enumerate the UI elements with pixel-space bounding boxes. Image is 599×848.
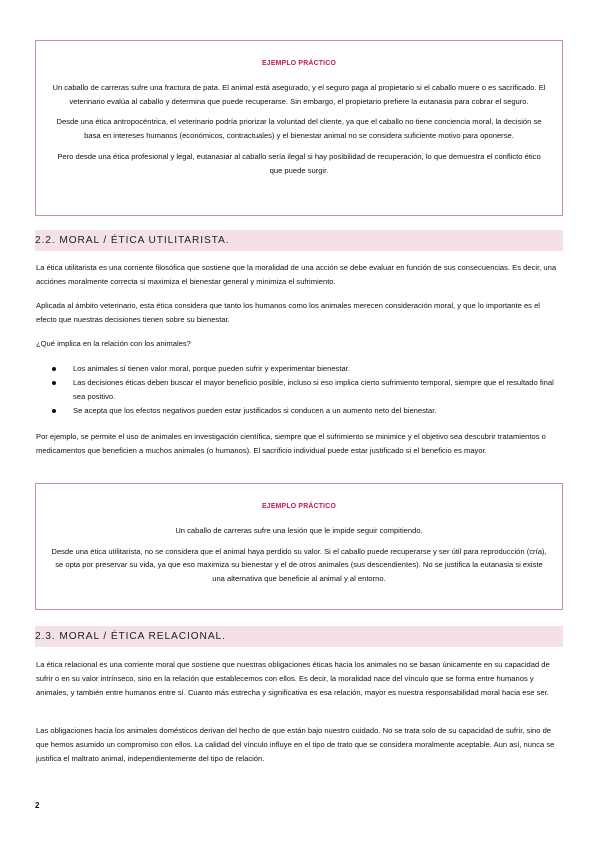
example-paragraph: Un caballo de carreras sufre una lesión que le impide seguir compitiendo.: [175, 525, 423, 535]
page-number: 2: [35, 801, 40, 810]
example-paragraph: Un caballo de carreras sufre una fractura de pata. El animal está asegurado, y el seguro paga al propietario si el caballo muere o es sacrificado. El veterinario evalúa al caballo y determina que puede recuperarse. Sin embargo, el propietario prefiere la eutanasia para cobrar el seguro.: [52, 82, 546, 106]
bullet-icon: [52, 367, 56, 371]
list-item: Las decisiones éticas deben buscar el mayor beneficio posible, incluso si eso implica cierto sufrimiento temporal, siempre que el resultado final sea positivo.: [36, 376, 562, 404]
example-box-1: [35, 40, 563, 216]
body-paragraph: Aplicada al ámbito veterinario, esta ética considera que tanto los humanos como los animales merecen consideración moral, y que lo importante es el efecto que nuestras decisiones tienen sobre su bienestar.: [36, 301, 540, 324]
example-paragraph: Desde una ética utilitarista, no se considera que el animal haya perdido su valor. Si el caballo puede recuperarse y ser útil para reproducción (cría), se opta por preservar su vida, ya que eso maximiza su bienestar y el de otros animales (sus descendientes). No se justifica la eutanasia si existe una alternativa que beneficie al animal y al entorno.: [51, 546, 547, 584]
bullet-icon: [52, 409, 56, 413]
example-paragraph: Pero desde una ética profesional y legal, eutanasiar al caballo sería ilegal si hay posibilidad de recuperación, lo que demuestra el conflicto ético que puede surgir.: [57, 151, 541, 175]
bullet-icon: [52, 381, 56, 385]
bullet-list: [36, 362, 562, 418]
body-paragraph: Por ejemplo, se permite el uso de animales en investigación científica, siempre que el sufrimiento se minimice y el objetivo sea descubrir tratamientos o medicamentos que beneficien a muchos animales (o humanos). El sacrificio individual puede estar justificado si el beneficio es mayor.: [36, 432, 546, 455]
example-paragraph: Desde una ética antropocéntrica, el veterinario podría priorizar la voluntad del cliente, ya que el caballo no tiene conciencia moral, la decisión se basa en intereses humanos (económicos, contractuales) y el bienestar animal no se considera suficiente motivo para oponerse.: [56, 117, 542, 141]
example-box-title: EJEMPLO PRÁCTICO: [261, 503, 337, 510]
question-text: ¿Qué implica en la relación con los animales?: [36, 339, 191, 348]
body-paragraph: La ética utilitarista es una corriente filosófica que sostiene que la moralidad de una acción se debe evaluar en función de sus consecuencias. Es decir, una acciónes moralmente correcta si maximiza el bienestar general y minimiza el sufrimiento.: [36, 263, 557, 286]
example-box-title: EJEMPLO PRÁCTICO: [261, 60, 337, 67]
example-box-2: [35, 483, 563, 610]
list-item: Se acepta que los efectos negativos pueden estar justificados si conducen a un aumento neto del bienestar.: [36, 404, 562, 418]
section-heading: 2.2. MORAL / ÉTICA UTILITARISTA.: [35, 230, 563, 251]
list-item: Los animales sí tienen valor moral, porque pueden sufrir y experimentar bienestar.: [36, 362, 562, 376]
body-paragraph: Las obligaciones hacia los animales domésticos derivan del hecho de que están bajo nuestro cuidado. No se trata solo de su capacidad de sufrir, sino de que hemos asumido un compromiso con ellos. La calidad del vínculo influye en el tipo de trato que se considera moralmente aceptable. Aun así, nunca se justifica el maltrato animal, independientemente del tipo de relación.: [36, 726, 555, 763]
section-heading: 2.3. MORAL / ÉTICA RELACIONAL.: [35, 626, 563, 647]
body-paragraph: La ética relacional es una corriente moral que sostiene que nuestras obligaciones éticas hacia los animales no se basan únicamente en su capacidad de sufrir o en su valor intrínseco, sino en la relación que establecemos con ellos. Es decir, la moralidad nace del vínculo que se forma entre humanos y animales, y también entre humanos entre sí. Cuanto más estrecha y significativa es esa relación, mayor es nuestra responsabilidad moral hacia ese ser.: [36, 660, 550, 697]
